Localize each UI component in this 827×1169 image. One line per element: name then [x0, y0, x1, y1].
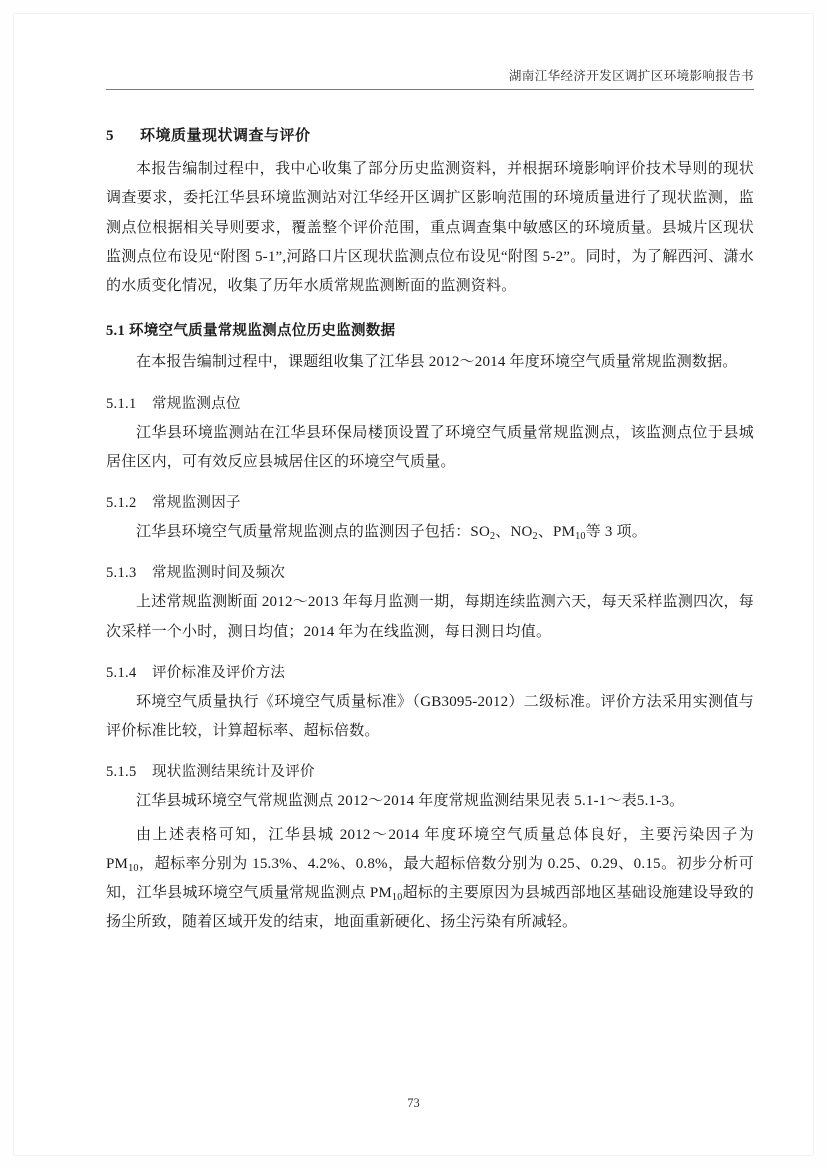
section-5-1-3-number: 5.1.3: [106, 565, 137, 582]
section-5-1-2-number: 5.1.2: [106, 495, 137, 511]
page-sheet: [14, 14, 813, 1155]
section-5-1-4-paragraph: 环境空气质量执行《环境空气质量标准》（GB3095-2012）二级标准。评价方法采用实测值与评价标准比较，计算超标率、超标倍数。: [106, 693, 754, 739]
section-5-1-3-heading: [106, 561, 754, 582]
pm10-subscript: 10: [575, 530, 586, 542]
chapter-heading: [106, 124, 754, 145]
chapter-intro-paragraph: 本报告编制过程中，我中心收集了部分历史监测资料，并根据环境影响评价技术导则的现状调查要求，委托江华县环境监测站对江华经开区调扩区影响范围的环境质量进行了现状监测，监测点位根据相关导则要求，覆盖整个评价范围，重点调查集中敏感区的环境质量。县城片区现状监测点位布设见“附图 5-1”,河路口片区现状监测点位布设见“附图 5-2”。同时，为了解西河、潇水的水质变化情况，收集了历年水质常规监测断面的监测资料。: [106, 161, 754, 294]
page-content: [106, 66, 754, 942]
chapter-number: 5: [106, 128, 114, 144]
section-5-1-4-title: 评价标准及评价方法: [152, 664, 286, 681]
pm10-subscript-2: 10: [128, 862, 139, 874]
section-5-1-5-heading: [106, 760, 754, 781]
chapter-title: 环境质量现状调查与评价: [140, 128, 311, 144]
section-5-1-3-title: 常规监测时间及频次: [152, 565, 286, 582]
so2-subscript: 2: [489, 530, 496, 542]
section-5-1-5-paragraph-2: [106, 821, 754, 938]
section-5-1-5-paragraph-1: 江华县城环境空气常规监测点 2012～2014 年度常规监测结果见表 5.1-1～表5.1-3。: [136, 793, 685, 810]
running-header: 湖南江华经济开发区调扩区环境影响报告书: [106, 66, 754, 90]
section-5-1-2-paragraph: [106, 518, 754, 547]
pm10-subscript-3: 10: [391, 891, 403, 903]
conclusion-text-1: 由上述表格可知，江华县城 2012～2014 年度环境空气质量总体良好，主要污染因子为 PM: [106, 826, 754, 872]
section-5-1-3-paragraph: 上述常规监测断面 2012～2013 年每月监测一期，每期连续监测六天，每天采样监测四次，每次采样一个小时，测日均值；2014 年为在线监测，每日测日均值。: [106, 594, 754, 640]
section-5-1-4-number: 5.1.4: [106, 664, 137, 681]
section-5-1-5-number: 5.1.5: [106, 764, 137, 781]
section-5-1-2-title: 常规监测因子: [152, 495, 241, 511]
section-5-1-2-heading: [106, 491, 754, 512]
section-5-1-1-paragraph: 江华县环境监测站在江华县环保局楼顶设置了环境空气质量常规监测点，该监测点位于县城居住区内，可有效反应县城居住区的环境空气质量。: [106, 424, 754, 470]
monitor-factors-text-4: 等 3 项。: [585, 524, 647, 540]
conclusion-text-2: ，超标率分别为 15.3%、4.2%、0.8%，最大超标倍数分别为 0.25、0.29、0.15。初步分析可知，江华县城环境空气质量常规监测点 PM: [106, 855, 754, 901]
page-number: 73: [407, 1096, 420, 1110]
conclusion-text-3: 超标的主要原因为县城西部地区基础设施建设导致的扬尘所致，随着区域开发的结束，地面重新硬化、扬尘污染有所减轻。: [106, 885, 754, 931]
section-5-1-4-heading: [106, 661, 754, 682]
section-5-1-heading: 5.1 环境空气质量常规监测点位历史监测数据: [106, 323, 396, 340]
section-5-1-paragraph: 在本报告编制过程中，课题组收集了江华县 2012～2014 年度环境空气质量常规监测数据。: [136, 354, 738, 371]
monitor-factors-text-2: 、NO: [495, 524, 533, 540]
no2-subscript: 2: [532, 530, 538, 542]
section-5-1-1-heading: [106, 392, 754, 413]
monitor-factors-text-3: 、PM: [537, 524, 576, 540]
monitor-factors-text-1: 江华县环境空气质量常规监测点的监测因子包括：SO: [136, 524, 490, 540]
section-5-1-5-title: 现状监测结果统计及评价: [152, 764, 315, 781]
section-5-1-1-number: 5.1.1: [106, 395, 137, 412]
document-body: [106, 124, 754, 938]
section-5-1-1-title: 常规监测点位: [152, 395, 241, 412]
